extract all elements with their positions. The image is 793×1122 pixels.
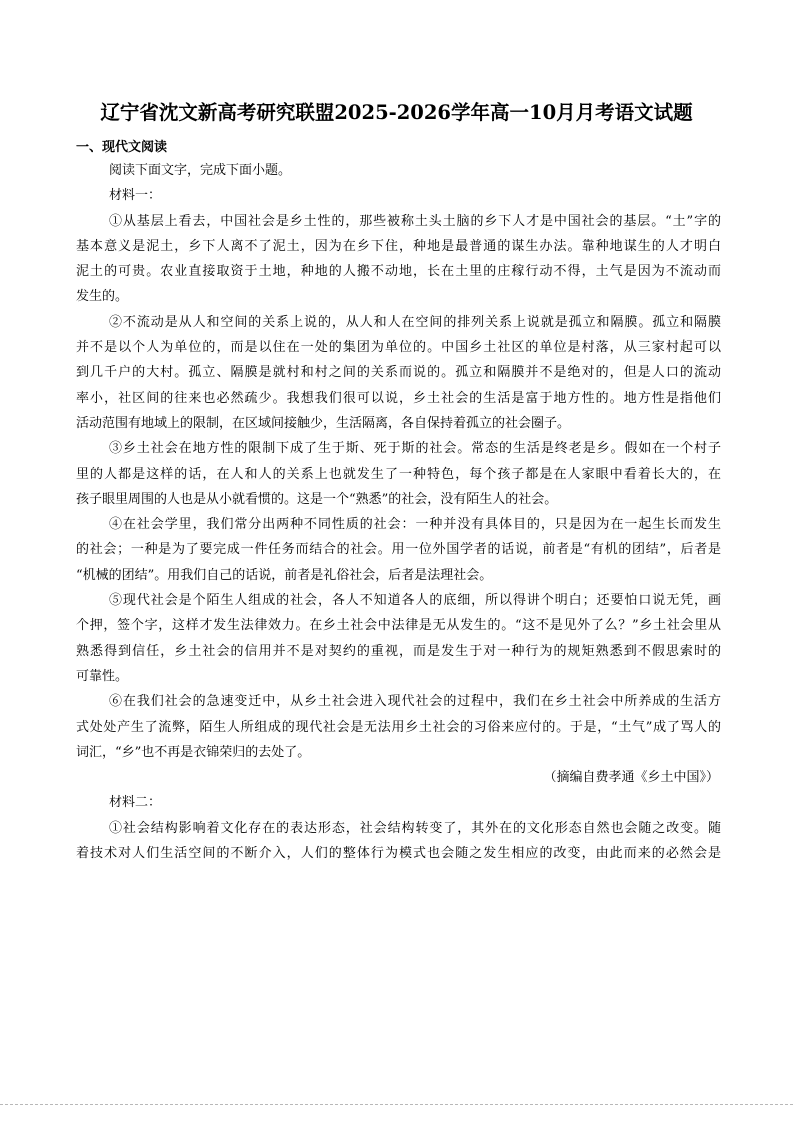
- paragraph-line: ④在社会学里，我们常分出两种不同性质的社会：一种并没有具体目的，只是因为在一起生长而发生: [109, 517, 721, 533]
- paragraph-line: 里的人都是这样的话，在人和人的关系上也就发生了一种特色，每个孩子都是在人家眼中看着长大的，在: [76, 466, 721, 482]
- material-1-label: 材料一：: [109, 188, 162, 204]
- page-divider: [0, 1104, 793, 1105]
- section-heading: 一、现代文阅读: [76, 140, 168, 155]
- paragraph-4: [76, 512, 721, 588]
- paragraph-line: ③乡土社会在地方性的限制下成了生于斯、死于斯的社会。常态的生活是终老是乡。假如在一个村子: [109, 441, 721, 457]
- paragraph-line: ⑤现代社会是个陌生人组成的社会，各人不知道各人的底细，所以得讲个明白；还要怕口说无凭，画: [109, 593, 721, 609]
- document-body: [76, 158, 721, 866]
- paragraph-line: “机械的团结”。用我们自己的话说，前者是礼俗社会，后者是法理社会。: [76, 567, 493, 583]
- paragraph-line: 率小，社区间的往来也必然疏少。我想我们很可以说，乡土社会的生活是富于地方性的。地方性是指他们: [76, 390, 721, 406]
- paragraph-line: ①从基层上看去，中国社会是乡土性的，那些被称土头土脑的乡下人才是中国社会的基层。“土”字的: [109, 213, 721, 229]
- paragraph-line: 可靠性。: [76, 668, 129, 684]
- paragraph-line: 式处处产生了流弊，陌生人所组成的现代社会是无法用乡土社会的习俗来应付的。于是，“土气”成了骂人的: [76, 719, 721, 735]
- source-citation: （摘编自费孝通《乡土中国》）: [543, 770, 719, 786]
- material-2-label: 材料二：: [109, 795, 162, 811]
- paragraph-5: [76, 588, 721, 689]
- paragraph-line: 到几千户的大村。孤立、隔膜是就村和村之间的关系而说的。孤立和隔膜并不是绝对的，但是人口的流动: [76, 365, 721, 381]
- paragraph-line: 孩子眼里周围的人也是从小就看惯的。这是一个“熟悉”的社会，没有陌生人的社会。: [76, 491, 558, 507]
- instruction-text: 阅读下面文字，完成下面小题。: [109, 163, 292, 178]
- paragraph-1: [76, 209, 721, 310]
- paragraph-line: ②不流动是从人和空间的关系上说的，从人和人在空间的排列关系上说就是孤立和隔膜。孤立和隔膜: [109, 314, 721, 330]
- paragraph-line: 熟悉得到信任，乡土社会的信用并不是对契约的重视，而是发生于对一种行为的规矩熟悉到不假思索时的: [76, 643, 721, 659]
- paragraph-line: 泥土的可贵。农业直接取资于土地，种地的人搬不动地，长在土里的庄稼行动不得，土气是因为不流动而: [76, 264, 721, 280]
- paragraph-line: 活动范围有地域上的限制，在区域间接触少，生活隔离，各自保持着孤立的社会圈子。: [76, 415, 571, 431]
- paragraph-line: 的社会；一种是为了要完成一件任务而结合的社会。用一位外国学者的话说，前者是“有机的团结”，后者是: [76, 542, 721, 558]
- paragraph-line: 并不是以个人为单位的，而是以住在一处的集团为单位的。中国乡土社区的单位是村落，从三家村起可以: [76, 340, 721, 356]
- paragraph-line: 着技术对人们生活空间的不断介入，人们的整体行为模式也会随之发生相应的改变，由此而来的必然会是: [76, 846, 721, 862]
- paragraph-line: 个押，签个字，这样才发生法律效力。在乡土社会中法律是无从发生的。“这不是见外了么？”乡土社会里从: [76, 618, 721, 634]
- paragraph-line: ①社会结构影响着文化存在的表达形态，社会结构转变了，其外在的文化形态自然也会随之改变。随: [109, 820, 721, 836]
- paragraph-line: 基本意义是泥土，乡下人离不了泥土，因为在乡下住，种地是最普通的谋生办法。靠种地谋生的人才明白: [76, 238, 721, 254]
- paragraph-2: [76, 310, 721, 436]
- material-2-paragraph-1: [76, 816, 721, 867]
- paragraph-line: 词汇，“乡”也不再是衣锦荣归的去处了。: [76, 744, 311, 760]
- page-title: 辽宁省沈文新高考研究联盟2025-2026学年高一10月月考语文试题: [100, 101, 693, 124]
- paragraph-line: 发生的。: [76, 289, 129, 305]
- paragraph-line: ⑥在我们社会的急速变迁中，从乡土社会进入现代社会的过程中，我们在乡土社会中所养成的生活方: [109, 694, 721, 710]
- paragraph-3: [76, 436, 721, 512]
- paragraph-6: [76, 689, 721, 765]
